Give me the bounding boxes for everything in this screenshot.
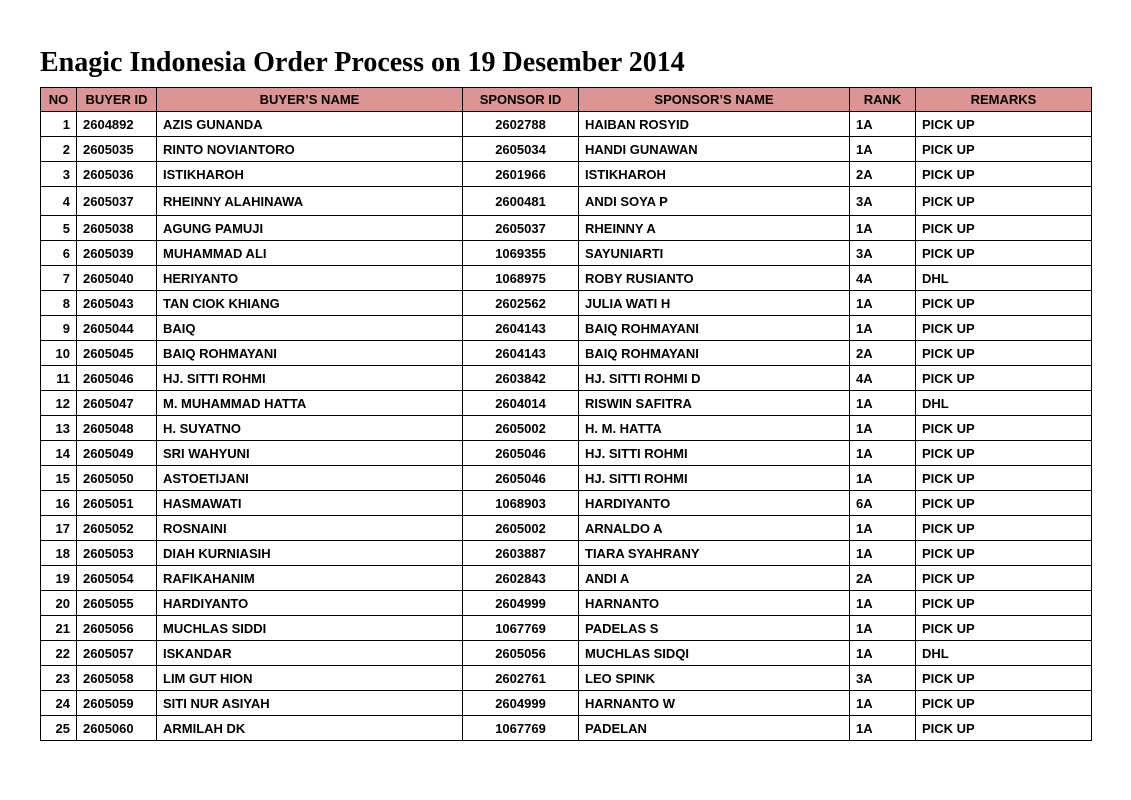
cell-remarks: PICK UP (916, 516, 1092, 541)
cell-remarks: DHL (916, 266, 1092, 291)
cell-rank: 1A (850, 591, 916, 616)
cell-buyer-id: 2604892 (77, 112, 157, 137)
cell-remarks: PICK UP (916, 291, 1092, 316)
cell-rank: 1A (850, 641, 916, 666)
cell-remarks: PICK UP (916, 591, 1092, 616)
cell-no: 6 (41, 241, 77, 266)
cell-buyer-name: ARMILAH DK (157, 716, 463, 741)
cell-sponsor-name: TIARA SYAHRANY (579, 541, 850, 566)
table-row (41, 391, 1092, 416)
cell-sponsor-id: 2605034 (463, 137, 579, 162)
cell-remarks: PICK UP (916, 491, 1092, 516)
cell-buyer-name: ISTIKHAROH (157, 162, 463, 187)
cell-remarks: PICK UP (916, 466, 1092, 491)
cell-buyer-id: 2605045 (77, 341, 157, 366)
cell-no: 21 (41, 616, 77, 641)
cell-rank: 1A (850, 441, 916, 466)
cell-buyer-id: 2605049 (77, 441, 157, 466)
cell-sponsor-name: BAIQ ROHMAYANI (579, 316, 850, 341)
cell-rank: 3A (850, 241, 916, 266)
cell-sponsor-name: PADELAN (579, 716, 850, 741)
cell-no: 22 (41, 641, 77, 666)
cell-sponsor-id: 2602843 (463, 566, 579, 591)
table-row (41, 316, 1092, 341)
cell-remarks: PICK UP (916, 316, 1092, 341)
cell-buyer-name: TAN CIOK KHIANG (157, 291, 463, 316)
table-row (41, 137, 1092, 162)
cell-no: 1 (41, 112, 77, 137)
cell-buyer-id: 2605059 (77, 691, 157, 716)
cell-buyer-id: 2605035 (77, 137, 157, 162)
cell-no: 3 (41, 162, 77, 187)
cell-buyer-id: 2605060 (77, 716, 157, 741)
cell-buyer-id: 2605053 (77, 541, 157, 566)
table-row (41, 641, 1092, 666)
cell-no: 8 (41, 291, 77, 316)
cell-no: 4 (41, 187, 77, 216)
cell-buyer-name: MUCHLAS SIDDI (157, 616, 463, 641)
cell-remarks: PICK UP (916, 241, 1092, 266)
table-row (41, 491, 1092, 516)
cell-rank: 1A (850, 316, 916, 341)
cell-buyer-id: 2605056 (77, 616, 157, 641)
cell-rank: 2A (850, 341, 916, 366)
table-row (41, 591, 1092, 616)
cell-no: 20 (41, 591, 77, 616)
cell-buyer-id: 2605043 (77, 291, 157, 316)
cell-no: 24 (41, 691, 77, 716)
column-header-sponsor-name: SPONSOR’S NAME (579, 88, 850, 112)
cell-sponsor-name: SAYUNIARTI (579, 241, 850, 266)
cell-rank: 3A (850, 187, 916, 216)
cell-buyer-name: H. SUYATNO (157, 416, 463, 441)
cell-sponsor-id: 1067769 (463, 716, 579, 741)
cell-sponsor-name: HJ. SITTI ROHMI (579, 466, 850, 491)
cell-rank: 1A (850, 466, 916, 491)
cell-no: 9 (41, 316, 77, 341)
cell-buyer-name: SITI NUR ASIYAH (157, 691, 463, 716)
cell-rank: 1A (850, 516, 916, 541)
cell-sponsor-name: BAIQ ROHMAYANI (579, 341, 850, 366)
cell-buyer-name: BAIQ (157, 316, 463, 341)
cell-buyer-id: 2605048 (77, 416, 157, 441)
cell-sponsor-name: ISTIKHAROH (579, 162, 850, 187)
cell-rank: 1A (850, 616, 916, 641)
cell-sponsor-id: 2600481 (463, 187, 579, 216)
cell-no: 14 (41, 441, 77, 466)
cell-no: 12 (41, 391, 77, 416)
table-row (41, 541, 1092, 566)
cell-no: 11 (41, 366, 77, 391)
cell-buyer-name: HERIYANTO (157, 266, 463, 291)
cell-sponsor-id: 1068903 (463, 491, 579, 516)
column-header-remarks: REMARKS (916, 88, 1092, 112)
cell-sponsor-name: HAIBAN ROSYID (579, 112, 850, 137)
cell-rank: 1A (850, 416, 916, 441)
table-row (41, 466, 1092, 491)
cell-rank: 1A (850, 391, 916, 416)
cell-remarks: DHL (916, 641, 1092, 666)
cell-buyer-id: 2605046 (77, 366, 157, 391)
cell-sponsor-id: 1069355 (463, 241, 579, 266)
cell-sponsor-name: MUCHLAS SIDQI (579, 641, 850, 666)
cell-sponsor-name: PADELAS S (579, 616, 850, 641)
cell-sponsor-id: 2601966 (463, 162, 579, 187)
cell-rank: 1A (850, 691, 916, 716)
cell-remarks: PICK UP (916, 162, 1092, 187)
cell-buyer-id: 2605055 (77, 591, 157, 616)
cell-no: 25 (41, 716, 77, 741)
column-header-buyer-name: BUYER’S NAME (157, 88, 463, 112)
cell-no: 19 (41, 566, 77, 591)
cell-rank: 1A (850, 137, 916, 162)
cell-remarks: PICK UP (916, 137, 1092, 162)
cell-buyer-name: HARDIYANTO (157, 591, 463, 616)
cell-buyer-name: M. MUHAMMAD HATTA (157, 391, 463, 416)
cell-buyer-name: RINTO NOVIANTORO (157, 137, 463, 162)
cell-remarks: PICK UP (916, 112, 1092, 137)
table-row (41, 616, 1092, 641)
cell-remarks: PICK UP (916, 716, 1092, 741)
cell-sponsor-id: 2604143 (463, 341, 579, 366)
cell-sponsor-name: H. M. HATTA (579, 416, 850, 441)
cell-buyer-id: 2605051 (77, 491, 157, 516)
table-row (41, 162, 1092, 187)
cell-remarks: PICK UP (916, 616, 1092, 641)
cell-sponsor-id: 2602562 (463, 291, 579, 316)
cell-no: 16 (41, 491, 77, 516)
cell-no: 2 (41, 137, 77, 162)
table-row (41, 566, 1092, 591)
cell-buyer-name: HJ. SITTI ROHMI (157, 366, 463, 391)
cell-remarks: PICK UP (916, 441, 1092, 466)
table-row (41, 441, 1092, 466)
table-row (41, 716, 1092, 741)
cell-remarks: PICK UP (916, 216, 1092, 241)
page-title: Enagic Indonesia Order Process on 19 Desember 2014 (40, 47, 685, 78)
column-header-rank: RANK (850, 88, 916, 112)
cell-buyer-name: MUHAMMAD ALI (157, 241, 463, 266)
cell-buyer-name: RAFIKAHANIM (157, 566, 463, 591)
cell-sponsor-id: 2605037 (463, 216, 579, 241)
cell-buyer-id: 2605044 (77, 316, 157, 341)
cell-no: 15 (41, 466, 77, 491)
table-body (41, 112, 1092, 741)
cell-sponsor-id: 2605046 (463, 441, 579, 466)
cell-sponsor-id: 2605002 (463, 516, 579, 541)
cell-no: 13 (41, 416, 77, 441)
orders-table (40, 87, 1092, 741)
cell-buyer-id: 2605057 (77, 641, 157, 666)
cell-rank: 6A (850, 491, 916, 516)
cell-buyer-name: HASMAWATI (157, 491, 463, 516)
cell-sponsor-id: 2605002 (463, 416, 579, 441)
cell-buyer-id: 2605036 (77, 162, 157, 187)
table-row (41, 416, 1092, 441)
cell-sponsor-name: JULIA WATI H (579, 291, 850, 316)
cell-rank: 1A (850, 541, 916, 566)
cell-remarks: PICK UP (916, 691, 1092, 716)
cell-sponsor-id: 2603842 (463, 366, 579, 391)
cell-buyer-id: 2605054 (77, 566, 157, 591)
cell-buyer-name: LIM GUT HION (157, 666, 463, 691)
table-row (41, 241, 1092, 266)
cell-sponsor-id: 2605046 (463, 466, 579, 491)
cell-buyer-name: AZIS GUNANDA (157, 112, 463, 137)
table-row (41, 187, 1092, 216)
cell-buyer-id: 2605037 (77, 187, 157, 216)
cell-rank: 1A (850, 291, 916, 316)
cell-buyer-name: AGUNG PAMUJI (157, 216, 463, 241)
table-header-row (41, 88, 1092, 112)
cell-buyer-name: SRI WAHYUNI (157, 441, 463, 466)
table-row (41, 112, 1092, 137)
cell-sponsor-name: ARNALDO A (579, 516, 850, 541)
column-header-no: NO (41, 88, 77, 112)
cell-rank: 4A (850, 266, 916, 291)
cell-remarks: DHL (916, 391, 1092, 416)
cell-sponsor-id: 1067769 (463, 616, 579, 641)
cell-sponsor-name: HARDIYANTO (579, 491, 850, 516)
cell-buyer-id: 2605052 (77, 516, 157, 541)
cell-sponsor-name: ANDI SOYA P (579, 187, 850, 216)
cell-buyer-name: BAIQ ROHMAYANI (157, 341, 463, 366)
cell-sponsor-name: LEO SPINK (579, 666, 850, 691)
cell-rank: 3A (850, 666, 916, 691)
cell-no: 17 (41, 516, 77, 541)
cell-sponsor-id: 2604999 (463, 591, 579, 616)
cell-sponsor-name: HANDI GUNAWAN (579, 137, 850, 162)
column-header-buyer-id: BUYER ID (77, 88, 157, 112)
cell-remarks: PICK UP (916, 666, 1092, 691)
cell-no: 7 (41, 266, 77, 291)
cell-buyer-name: RHEINNY ALAHINAWA (157, 187, 463, 216)
cell-buyer-id: 2605040 (77, 266, 157, 291)
cell-buyer-name: ROSNAINI (157, 516, 463, 541)
table-row (41, 666, 1092, 691)
cell-buyer-id: 2605039 (77, 241, 157, 266)
cell-sponsor-id: 1068975 (463, 266, 579, 291)
table-row (41, 266, 1092, 291)
cell-sponsor-name: HARNANTO (579, 591, 850, 616)
cell-rank: 1A (850, 216, 916, 241)
column-header-sponsor-id: SPONSOR ID (463, 88, 579, 112)
cell-sponsor-id: 2602788 (463, 112, 579, 137)
cell-no: 23 (41, 666, 77, 691)
cell-sponsor-name: HARNANTO W (579, 691, 850, 716)
cell-sponsor-name: ROBY RUSIANTO (579, 266, 850, 291)
cell-sponsor-name: ANDI A (579, 566, 850, 591)
cell-remarks: PICK UP (916, 566, 1092, 591)
cell-sponsor-name: RHEINNY A (579, 216, 850, 241)
cell-sponsor-id: 2602761 (463, 666, 579, 691)
table-row (41, 341, 1092, 366)
cell-buyer-name: ASTOETIJANI (157, 466, 463, 491)
cell-remarks: PICK UP (916, 341, 1092, 366)
cell-sponsor-name: HJ. SITTI ROHMI (579, 441, 850, 466)
cell-buyer-id: 2605050 (77, 466, 157, 491)
table-row (41, 291, 1092, 316)
cell-remarks: PICK UP (916, 416, 1092, 441)
table-row (41, 691, 1092, 716)
cell-buyer-id: 2605038 (77, 216, 157, 241)
table-row (41, 516, 1092, 541)
cell-buyer-id: 2605047 (77, 391, 157, 416)
cell-sponsor-name: RISWIN SAFITRA (579, 391, 850, 416)
cell-sponsor-id: 2603887 (463, 541, 579, 566)
cell-no: 5 (41, 216, 77, 241)
cell-rank: 1A (850, 112, 916, 137)
cell-remarks: PICK UP (916, 366, 1092, 391)
cell-buyer-name: ISKANDAR (157, 641, 463, 666)
cell-rank: 2A (850, 566, 916, 591)
cell-no: 18 (41, 541, 77, 566)
cell-rank: 2A (850, 162, 916, 187)
cell-rank: 1A (850, 716, 916, 741)
cell-sponsor-name: HJ. SITTI ROHMI D (579, 366, 850, 391)
table-row (41, 216, 1092, 241)
cell-remarks: PICK UP (916, 187, 1092, 216)
cell-sponsor-id: 2604014 (463, 391, 579, 416)
cell-sponsor-id: 2604999 (463, 691, 579, 716)
cell-no: 10 (41, 341, 77, 366)
cell-remarks: PICK UP (916, 541, 1092, 566)
cell-rank: 4A (850, 366, 916, 391)
cell-sponsor-id: 2604143 (463, 316, 579, 341)
cell-sponsor-id: 2605056 (463, 641, 579, 666)
cell-buyer-id: 2605058 (77, 666, 157, 691)
table-row (41, 366, 1092, 391)
cell-buyer-name: DIAH KURNIASIH (157, 541, 463, 566)
